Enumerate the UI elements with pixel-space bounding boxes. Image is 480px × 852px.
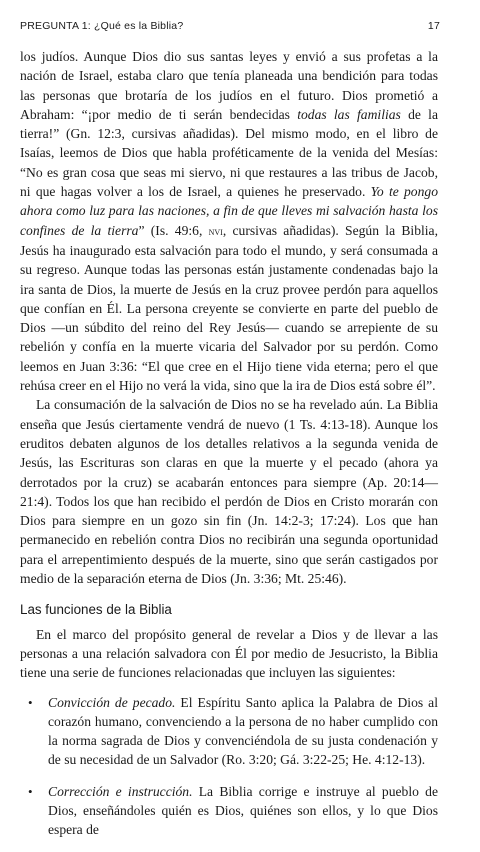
running-header [20, 20, 440, 36]
list-item-text: La Biblia corrige e instruye al pueblo de Dios, enseñándoles quién es Dios, quiénes son ellos, y lo que Dios espera de [48, 783, 438, 838]
italic-quotation: Yo te pongo ahora como luz para las naciones, a fin de que lleves mi salvación hasta los confines de la tierra [20, 184, 438, 238]
running-title: PREGUNTA 1: ¿Qué es la Biblia? [20, 20, 184, 32]
paragraph-consummation: La consumación de la salvación de Dios no se ha revelado aún. La Biblia enseña que Jesús ciertamente vendrá de nuevo (1 Ts. 4:13-18). Aunque los eruditos debaten algunos de los detalles relativos a la segunda venida de Jesús, las Escrituras son claras en que la muerte y el pecado (ahora ya derrotados por la cruz) se acabarán entonces para siempre (Ap. 20:14—21:4). Todos los que han recibido el perdón de Dios en Cristo morarán con Dios para siempre en un gozo sin fin (Jn. 14:2-3; 17:24). Los que han permanecido en rebelión contra Dios no recibirán una segunda oportunidad para el arrepentimiento después de la muerte, sino que serán castigados por medio de la separación eterna de Dios (Jn. 3:36; Mt. 25:46). [20, 397, 438, 587]
list-item-term: Convicción de pecado. [48, 694, 176, 710]
list-item-term: Corrección e instrucción. [48, 783, 193, 799]
list-item-text: El Espíritu Santo aplica la Palabra de Dios al corazón humano, convenciendo a la persona de no haber cumplido con la norma sagrada de Dios y convenciéndola de su justa condenación y de su necesidad de un Salvador (Ro. 3:20; Gá. 3:22-25; He. 4:12-13). [48, 694, 438, 768]
list-item [20, 782, 438, 840]
page-body [20, 47, 438, 852]
bullet-icon: • [28, 694, 33, 710]
text-run: los judíos. Aunque Dios dio sus santas leyes y envió a sus profetas a la nación de Israel, estaba claro que tenía planeada una bendición para todas las personas que brotaría de los judíos en el futuro. Dios prometió a Abraham: “¡por medio de ti serán bendecidas [20, 49, 438, 122]
page-number: 17 [427, 20, 440, 32]
function-list [20, 693, 438, 840]
text-run: , cursivas añadidas). Según la Biblia, Jesús ha inaugurado esta salvación para todo el mundo, y será consumada a su regreso. Aunque todas las personas están justamente condenadas bajo la ira santa de Dios, la muerte de Jesús en la cruz provee perdón para aquellos que confían en Él. La persona creyente se convierte en parte del pueblo de Dios —un súbdito del reino del Rey Jesús— cuando se arrepiente de su rebelión y confía en la muerte vicaria del Salvador por su perdón. Como leemos en Juan 3:36: “El que cree en el Hijo tiene vida eterna; pero el que rehúsa creer en el Hijo no verá la vida, sino que la ira de Dios está sobre él”. [20, 222, 438, 394]
version-abbreviation: nvi [208, 223, 223, 238]
section-intro: En el marco del propósito general de revelar a Dios y de llevar a las personas a una relación salvadora con Él por medio de Jesucristo, la Biblia tiene una serie de funciones relacionadas que incluyen las siguientes: [20, 626, 438, 681]
text-run: de la tierra!” (Gn. 12:3, cursivas añadidas). Del mismo modo, en el libro de Isaías, leemos de Dios que habla proféticamente de la venida del Mesías: “No es gran cosa que seas mi siervo, ni que restaures a las tribus de Jacob, ni que hagas volver a los de Israel, a quienes he preservado. [20, 106, 438, 200]
bullet-icon: • [28, 783, 33, 799]
section-heading: Las funciones de la Biblia [20, 602, 172, 618]
paragraph-continued [20, 47, 438, 395]
list-item [20, 693, 438, 770]
italic-emphasis: todas las familias [297, 106, 401, 122]
text-run: ” (Is. 49:6, [138, 222, 209, 238]
